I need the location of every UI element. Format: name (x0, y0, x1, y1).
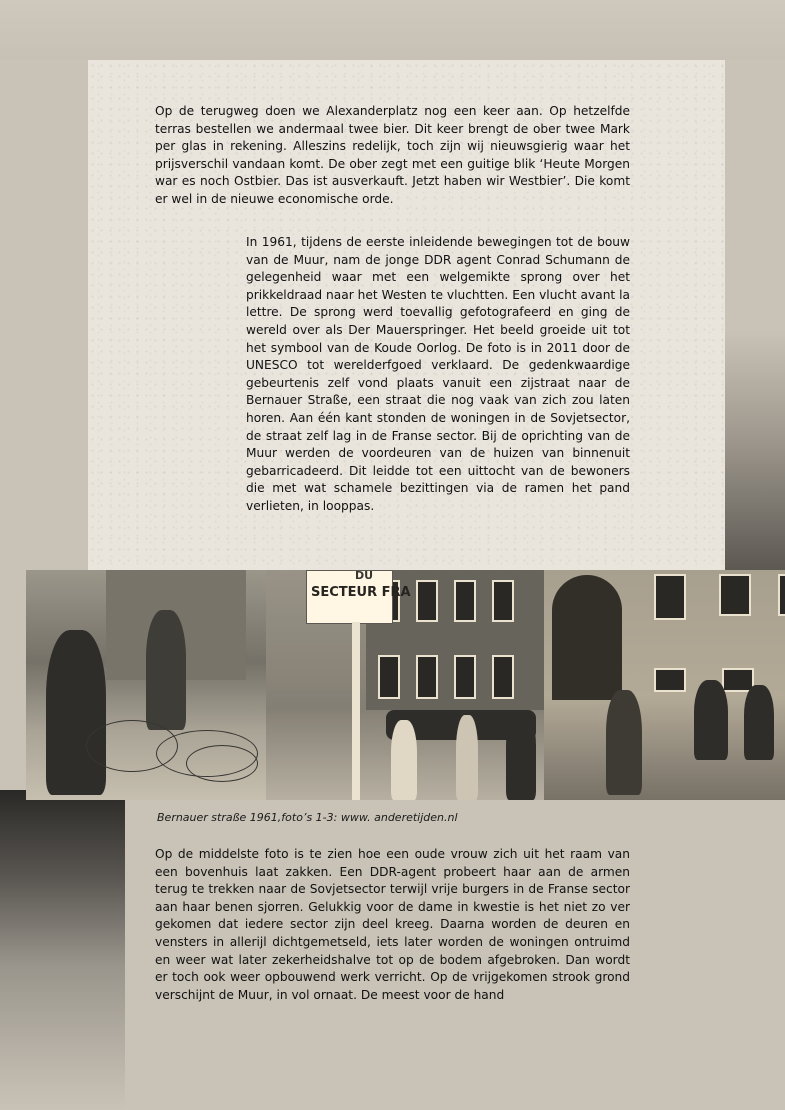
photo-window-escape (266, 570, 544, 800)
top-margin (0, 0, 785, 60)
man-figure (744, 685, 774, 760)
person-figure (456, 715, 478, 800)
window (454, 580, 476, 622)
paragraph-alexanderplatz: Op de terugweg doen we Alexanderplatz nog een keer aan. Op hetzelfde terras bestellen we andermaal twee bier. Dit keer brengt de ober twee Mark per glas in rekening. Alleszins redelijk, toch zijn wij nieuwsgierig waar het prijsverschil vandaan komt. De ober zegt met een guitige blik ‘Heute Morgen war es noch Ostbier. Das ist ausverkauft. Jetzt haben wir Westbier’. Die komt er wel in de nieuwe economische orde. (155, 104, 630, 206)
photo-caption: Bernauer straße 1961,foto’s 1-3: www. anderetijden.nl (157, 811, 458, 824)
person-figure (391, 720, 417, 800)
paragraph-middle-photo: Op de middelste foto is te zien hoe een oude vrouw zich uit het raam van een bovenhuis laat zakken. Een DDR-agent probeert haar aan de armen terug te trekken naar de Sovjetsector terwijl vrije burgers in de Franse sector aan haar benen sjorren. Gelukkig voor de dame in kwestie is het niet zo ver gekomen dat iedere sector zijn deel kreeg. Daarna worden de deuren en vensters in allerijl dichtgemetseld, iets later worden de woningen ontruimd en weer wat later zekerheidshalve tot op de bodem afgebroken. Dan wordt er toch ook weer opbouwend werk verricht. Op de vrijgekomen strook grond verschijnt de Muur, in vol ornaat. De meest voor de hand (155, 847, 630, 1002)
window (778, 574, 785, 616)
person-figure (506, 710, 536, 800)
sign-pole (352, 622, 360, 800)
photo-strip (26, 570, 785, 800)
left-shadow (0, 790, 125, 1110)
soldier-figure (146, 610, 186, 730)
secteur-sign (306, 570, 411, 624)
window (454, 655, 476, 699)
window (654, 574, 686, 620)
window (492, 580, 514, 622)
doorway (552, 575, 622, 700)
sign-top-text: DU (355, 570, 374, 582)
barbed-wire (186, 745, 258, 782)
woman-figure (606, 690, 642, 795)
paragraph-mauerspringer: In 1961, tijdens de eerste inleidende bewegingen tot de bouw van de Muur, nam de jonge DDR agent Conrad Schumann de gelegenheid waar met een welgemikte sprong over het prikkeldraad naar het Westen te vluchtten. Een vlucht avant la lettre. De sprong werd toevallig gefotografeerd en ging de wereld over als Der Mauerspringer. Het beeld groeide uit tot het symbool van de Koude Oorlog. De foto is in 2011 door de UNESCO tot werelderfgoed verklaard. De gedenkwaardige gebeurtenis zelf vond plaats vanuit een zijstraat naar de Bernauer Straße, een straat die nog vaak van zich zou laten horen. Aan één kant stonden de woningen in de Sovjetsector, de straat zelf lag in de Franse sector. Bij de oprichting van de Muur werden de voordeuren van de huizen van binnenuit gebarricadeerd. Dit leidde tot een uittocht van de bewoners die met wat schamele bezittingen via de ramen het pand verlieten, in looppas. (246, 235, 630, 513)
window (378, 655, 400, 699)
window (416, 580, 438, 622)
window (492, 655, 514, 699)
photo-bernauer-street (544, 570, 785, 800)
photo-mauerspringer (26, 570, 266, 800)
right-shadow (725, 330, 785, 575)
window (416, 655, 438, 699)
man-figure (694, 680, 728, 760)
window (719, 574, 751, 616)
window (654, 668, 686, 692)
photographer-figure (46, 630, 106, 795)
sign-text: SECTEUR FRA (311, 585, 411, 600)
